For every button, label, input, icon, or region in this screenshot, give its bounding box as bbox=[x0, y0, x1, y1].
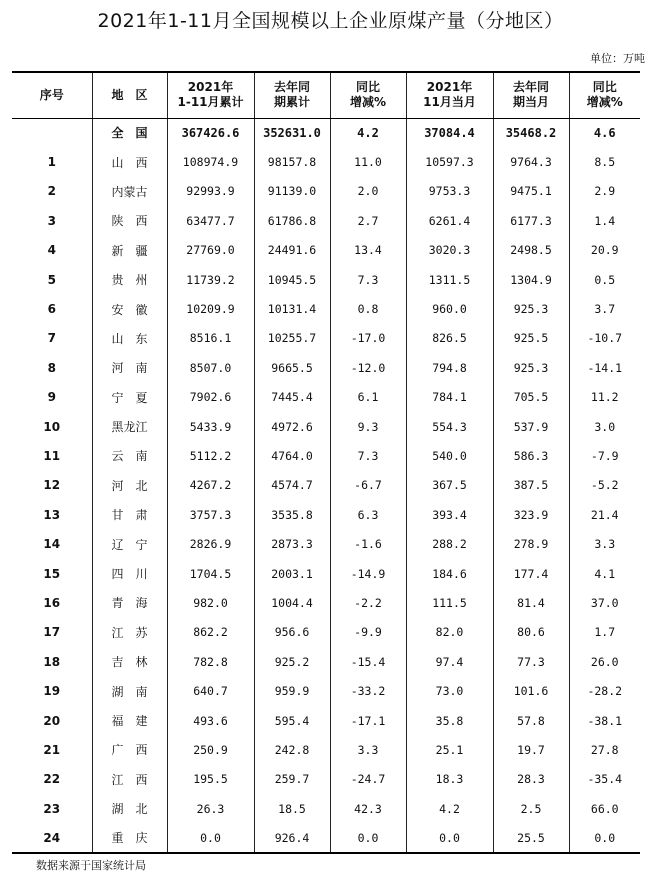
cell-seq: 9 bbox=[47, 390, 56, 405]
cell-month-last-year: 6177.3 bbox=[493, 206, 569, 235]
cell-cumulative-2021: 5112.2 bbox=[167, 441, 254, 470]
cell-month-2021: 794.8 bbox=[406, 353, 493, 382]
cell-seq: 10 bbox=[43, 419, 61, 434]
cell-cumulative-2021: 493.6 bbox=[167, 706, 254, 735]
cell-month-yoy: 1.7 bbox=[569, 618, 640, 647]
cell-cumulative-last-year: 925.2 bbox=[254, 647, 330, 676]
cell-month-last-year: 925.3 bbox=[493, 353, 569, 382]
cell-cumulative-last-year: 926.4 bbox=[254, 823, 330, 852]
cell-seq: 14 bbox=[43, 537, 61, 552]
cell-seq: 20 bbox=[43, 713, 61, 728]
table-row bbox=[12, 529, 640, 558]
cell-month-last-year: 1304.9 bbox=[493, 265, 569, 294]
table-row bbox=[12, 706, 640, 735]
table-row bbox=[12, 559, 640, 588]
cell-cumulative-2021: 92993.9 bbox=[167, 177, 254, 206]
cell-month-yoy: 0.0 bbox=[569, 823, 640, 852]
cell-region: 江 西 bbox=[92, 765, 167, 794]
header-cumulative-2021: 2021年 1-11月累计 bbox=[167, 72, 254, 118]
cell-cumulative-last-year: 595.4 bbox=[254, 706, 330, 735]
cell-cumulative-yoy: 11.0 bbox=[330, 147, 406, 176]
cell-month-yoy: 3.0 bbox=[569, 412, 640, 441]
cell-month-last-year: 25.5 bbox=[493, 823, 569, 852]
cell-month-yoy: 21.4 bbox=[569, 500, 640, 529]
cell-month-last-year: 9475.1 bbox=[493, 177, 569, 206]
cell-month-last-year: 28.3 bbox=[493, 765, 569, 794]
cell-seq: 23 bbox=[43, 801, 61, 816]
cell-cumulative-last-year: 10945.5 bbox=[254, 265, 330, 294]
cell-month-yoy: 8.5 bbox=[569, 147, 640, 176]
cell-month-2021: 1311.5 bbox=[406, 265, 493, 294]
cell-cumulative-last-year: 2873.3 bbox=[254, 529, 330, 558]
cell-region: 江 苏 bbox=[92, 618, 167, 647]
cell-cumulative-yoy: 0.8 bbox=[330, 294, 406, 323]
table-header-row bbox=[12, 72, 640, 118]
header-month-2021: 2021年 11月当月 bbox=[406, 72, 493, 118]
header-cumulative-last-year: 去年同 期累计 bbox=[254, 72, 330, 118]
cell-month-last-year: 81.4 bbox=[493, 588, 569, 617]
cell-cumulative-last-year: 10255.7 bbox=[254, 324, 330, 353]
cell-region: 辽 宁 bbox=[92, 529, 167, 558]
cell-month-2021: 784.1 bbox=[406, 383, 493, 412]
cell-region: 广 西 bbox=[92, 735, 167, 764]
cell-cumulative-yoy: -12.0 bbox=[330, 353, 406, 382]
cell-month-yoy: -5.2 bbox=[569, 471, 640, 500]
cell-cumulative-2021: 2826.9 bbox=[167, 529, 254, 558]
cell-month-2021: 97.4 bbox=[406, 647, 493, 676]
cell-seq: 3 bbox=[47, 213, 56, 228]
cell-month-2021: 18.3 bbox=[406, 765, 493, 794]
cell-cumulative-yoy: -6.7 bbox=[330, 471, 406, 500]
cell-month-last-year: 77.3 bbox=[493, 647, 569, 676]
cell-seq: 24 bbox=[12, 823, 92, 852]
cell-cumulative-yoy: -9.9 bbox=[330, 618, 406, 647]
table-row bbox=[12, 647, 640, 676]
header-month-yoy: 同比 增减% bbox=[569, 72, 640, 118]
cell-month-2021: 554.3 bbox=[406, 412, 493, 441]
cell-month-yoy: 11.2 bbox=[569, 383, 640, 412]
table-row bbox=[12, 441, 640, 470]
cell-seq: 8 bbox=[47, 360, 56, 375]
cell-cumulative-2021: 27769.0 bbox=[167, 236, 254, 265]
cell-cumulative-yoy: -17.0 bbox=[330, 324, 406, 353]
cell-month-yoy: 4.6 bbox=[569, 118, 640, 147]
table-row bbox=[12, 177, 640, 206]
cell-cumulative-last-year: 24491.6 bbox=[254, 236, 330, 265]
cell-month-last-year: 57.8 bbox=[493, 706, 569, 735]
cell-region: 陕 西 bbox=[92, 206, 167, 235]
cell-month-last-year: 80.6 bbox=[493, 618, 569, 647]
cell-region: 安 徽 bbox=[92, 294, 167, 323]
cell-cumulative-2021: 26.3 bbox=[167, 794, 254, 823]
cell-cumulative-2021: 108974.9 bbox=[167, 147, 254, 176]
cell-cumulative-last-year: 4972.6 bbox=[254, 412, 330, 441]
cell-seq: 4 bbox=[47, 243, 56, 258]
unit-label: 单位：万吨 bbox=[590, 52, 645, 65]
cell-seq: 2 bbox=[47, 184, 56, 199]
header-seq: 序号 bbox=[12, 72, 92, 118]
cell-month-2021: 960.0 bbox=[406, 294, 493, 323]
cell-cumulative-yoy: 7.3 bbox=[330, 265, 406, 294]
table-row bbox=[12, 206, 640, 235]
cell-cumulative-last-year: 4574.7 bbox=[254, 471, 330, 500]
table-row bbox=[12, 765, 640, 794]
cell-month-last-year: 9764.3 bbox=[493, 147, 569, 176]
cell-cumulative-2021: 195.5 bbox=[167, 765, 254, 794]
cell-seq: 12 bbox=[43, 478, 61, 493]
table-row bbox=[12, 794, 640, 823]
table-row bbox=[12, 588, 640, 617]
cell-cumulative-2021: 1704.5 bbox=[167, 559, 254, 588]
table-row bbox=[12, 500, 640, 529]
cell-month-2021: 3020.3 bbox=[406, 236, 493, 265]
cell-region: 青 海 bbox=[92, 588, 167, 617]
cell-region: 内蒙古 bbox=[92, 177, 167, 206]
cell-month-yoy: 26.0 bbox=[569, 647, 640, 676]
cell-cumulative-last-year: 1004.4 bbox=[254, 588, 330, 617]
cell-cumulative-yoy: 2.7 bbox=[330, 206, 406, 235]
cell-region: 黑龙江 bbox=[92, 412, 167, 441]
cell-cumulative-last-year: 98157.8 bbox=[254, 147, 330, 176]
cell-seq: 22 bbox=[43, 772, 61, 787]
table-row bbox=[12, 676, 640, 705]
cell-cumulative-2021: 63477.7 bbox=[167, 206, 254, 235]
cell-cumulative-yoy: 7.3 bbox=[330, 441, 406, 470]
cell-region: 福 建 bbox=[92, 706, 167, 735]
cell-seq: 15 bbox=[43, 566, 61, 581]
cell-cumulative-last-year: 4764.0 bbox=[254, 441, 330, 470]
cell-month-last-year: 323.9 bbox=[493, 500, 569, 529]
cell-month-last-year: 35468.2 bbox=[493, 118, 569, 147]
coal-output-table bbox=[12, 71, 640, 854]
cell-region: 全 国 bbox=[92, 118, 167, 147]
cell-region: 河 北 bbox=[92, 471, 167, 500]
cell-month-yoy: 20.9 bbox=[569, 236, 640, 265]
cell-month-yoy: 37.0 bbox=[569, 588, 640, 617]
cell-cumulative-last-year: 91139.0 bbox=[254, 177, 330, 206]
cell-month-last-year: 101.6 bbox=[493, 676, 569, 705]
cell-cumulative-yoy: 6.1 bbox=[330, 383, 406, 412]
cell-month-2021: 10597.3 bbox=[406, 147, 493, 176]
cell-region: 贵 州 bbox=[92, 265, 167, 294]
cell-month-yoy: 4.1 bbox=[569, 559, 640, 588]
cell-cumulative-last-year: 10131.4 bbox=[254, 294, 330, 323]
cell-month-last-year: 2498.5 bbox=[493, 236, 569, 265]
cell-region: 甘 肃 bbox=[92, 500, 167, 529]
table-row bbox=[12, 618, 640, 647]
cell-cumulative-yoy: 0.0 bbox=[330, 823, 406, 852]
cell-seq bbox=[12, 118, 92, 147]
header-month-last-year: 去年同 期当月 bbox=[493, 72, 569, 118]
cell-cumulative-2021: 640.7 bbox=[167, 676, 254, 705]
cell-region: 宁 夏 bbox=[92, 383, 167, 412]
cell-cumulative-2021: 250.9 bbox=[167, 735, 254, 764]
cell-month-2021: 826.5 bbox=[406, 324, 493, 353]
cell-region: 云 南 bbox=[92, 441, 167, 470]
cell-region: 四 川 bbox=[92, 559, 167, 588]
table-row bbox=[12, 353, 640, 382]
cell-month-last-year: 705.5 bbox=[493, 383, 569, 412]
cell-month-yoy: -10.7 bbox=[569, 324, 640, 353]
cell-region: 河 南 bbox=[92, 353, 167, 382]
cell-month-yoy: 1.4 bbox=[569, 206, 640, 235]
cell-cumulative-yoy: 9.3 bbox=[330, 412, 406, 441]
cell-seq: 17 bbox=[43, 625, 61, 640]
table-row bbox=[12, 823, 640, 852]
cell-cumulative-2021: 3757.3 bbox=[167, 500, 254, 529]
cell-cumulative-2021: 5433.9 bbox=[167, 412, 254, 441]
table-row bbox=[12, 471, 640, 500]
cell-cumulative-yoy: -14.9 bbox=[330, 559, 406, 588]
cell-month-2021: 540.0 bbox=[406, 441, 493, 470]
cell-cumulative-2021: 8507.0 bbox=[167, 353, 254, 382]
cell-month-2021: 9753.3 bbox=[406, 177, 493, 206]
cell-month-2021: 37084.4 bbox=[406, 118, 493, 147]
cell-cumulative-last-year: 3535.8 bbox=[254, 500, 330, 529]
cell-seq: 11 bbox=[43, 448, 61, 463]
cell-cumulative-yoy: 42.3 bbox=[330, 794, 406, 823]
cell-month-last-year: 19.7 bbox=[493, 735, 569, 764]
cell-month-2021: 0.0 bbox=[406, 823, 493, 852]
cell-month-yoy: 3.3 bbox=[569, 529, 640, 558]
cell-month-yoy: -14.1 bbox=[569, 353, 640, 382]
cell-cumulative-2021: 367426.6 bbox=[167, 118, 254, 147]
cell-month-yoy: 2.9 bbox=[569, 177, 640, 206]
cell-seq: 5 bbox=[47, 272, 56, 287]
cell-cumulative-last-year: 352631.0 bbox=[254, 118, 330, 147]
cell-seq: 7 bbox=[47, 331, 56, 346]
cell-cumulative-yoy: -15.4 bbox=[330, 647, 406, 676]
header-cumulative-yoy: 同比 增减% bbox=[330, 72, 406, 118]
cell-month-yoy: -7.9 bbox=[569, 441, 640, 470]
cell-cumulative-2021: 8516.1 bbox=[167, 324, 254, 353]
cell-cumulative-last-year: 61786.8 bbox=[254, 206, 330, 235]
cell-month-yoy: -35.4 bbox=[569, 765, 640, 794]
cell-cumulative-yoy: -17.1 bbox=[330, 706, 406, 735]
cell-seq: 16 bbox=[43, 595, 61, 610]
cell-region: 吉 林 bbox=[92, 647, 167, 676]
cell-month-2021: 82.0 bbox=[406, 618, 493, 647]
header-region: 地 区 bbox=[92, 72, 167, 118]
table-row bbox=[12, 735, 640, 764]
cell-month-yoy: 3.7 bbox=[569, 294, 640, 323]
cell-cumulative-2021: 0.0 bbox=[167, 823, 254, 852]
cell-region: 重 庆 bbox=[92, 823, 167, 852]
table-row bbox=[12, 294, 640, 323]
cell-cumulative-yoy: -33.2 bbox=[330, 676, 406, 705]
cell-seq: 21 bbox=[43, 742, 61, 757]
table-row bbox=[12, 236, 640, 265]
cell-cumulative-last-year: 242.8 bbox=[254, 735, 330, 764]
cell-cumulative-2021: 982.0 bbox=[167, 588, 254, 617]
cell-cumulative-2021: 782.8 bbox=[167, 647, 254, 676]
cell-cumulative-yoy: -2.2 bbox=[330, 588, 406, 617]
cell-month-last-year: 925.3 bbox=[493, 294, 569, 323]
cell-month-yoy: 66.0 bbox=[569, 794, 640, 823]
cell-month-2021: 35.8 bbox=[406, 706, 493, 735]
cell-month-2021: 184.6 bbox=[406, 559, 493, 588]
source-note: 数据来源于国家统计局 bbox=[36, 859, 146, 872]
cell-month-last-year: 925.5 bbox=[493, 324, 569, 353]
cell-month-yoy: -28.2 bbox=[569, 676, 640, 705]
cell-cumulative-last-year: 2003.1 bbox=[254, 559, 330, 588]
page-title: 2021年1-11月全国规模以上企业原煤产量（分地区） bbox=[97, 10, 564, 32]
cell-cumulative-yoy: -24.7 bbox=[330, 765, 406, 794]
cell-cumulative-2021: 10209.9 bbox=[167, 294, 254, 323]
table-body bbox=[12, 118, 640, 853]
cell-region: 山 东 bbox=[92, 324, 167, 353]
cell-seq: 6 bbox=[47, 302, 56, 317]
cell-month-last-year: 537.9 bbox=[493, 412, 569, 441]
cell-cumulative-yoy: 4.2 bbox=[330, 118, 406, 147]
cell-region: 山 西 bbox=[92, 147, 167, 176]
cell-month-2021: 111.5 bbox=[406, 588, 493, 617]
cell-month-last-year: 387.5 bbox=[493, 471, 569, 500]
cell-region: 新 疆 bbox=[92, 236, 167, 265]
cell-month-yoy: -38.1 bbox=[569, 706, 640, 735]
cell-month-yoy: 0.5 bbox=[569, 265, 640, 294]
cell-month-last-year: 586.3 bbox=[493, 441, 569, 470]
cell-cumulative-last-year: 259.7 bbox=[254, 765, 330, 794]
table-row-total bbox=[12, 118, 640, 147]
cell-cumulative-last-year: 9665.5 bbox=[254, 353, 330, 382]
cell-cumulative-2021: 7902.6 bbox=[167, 383, 254, 412]
cell-month-2021: 25.1 bbox=[406, 735, 493, 764]
table-row bbox=[12, 265, 640, 294]
cell-region: 湖 北 bbox=[92, 794, 167, 823]
table-row bbox=[12, 383, 640, 412]
cell-seq: 19 bbox=[43, 684, 61, 699]
cell-month-2021: 367.5 bbox=[406, 471, 493, 500]
table-row bbox=[12, 147, 640, 176]
cell-cumulative-yoy: -1.6 bbox=[330, 529, 406, 558]
cell-month-2021: 73.0 bbox=[406, 676, 493, 705]
cell-region: 湖 南 bbox=[92, 676, 167, 705]
cell-seq: 18 bbox=[43, 654, 61, 669]
cell-cumulative-last-year: 956.6 bbox=[254, 618, 330, 647]
cell-cumulative-yoy: 2.0 bbox=[330, 177, 406, 206]
cell-cumulative-yoy: 3.3 bbox=[330, 735, 406, 764]
table-row bbox=[12, 324, 640, 353]
cell-month-yoy: 27.8 bbox=[569, 735, 640, 764]
cell-cumulative-last-year: 7445.4 bbox=[254, 383, 330, 412]
cell-month-2021: 6261.4 bbox=[406, 206, 493, 235]
cell-cumulative-yoy: 13.4 bbox=[330, 236, 406, 265]
cell-seq: 1 bbox=[47, 155, 56, 170]
cell-month-last-year: 177.4 bbox=[493, 559, 569, 588]
cell-cumulative-last-year: 18.5 bbox=[254, 794, 330, 823]
cell-seq: 13 bbox=[43, 507, 61, 522]
cell-cumulative-yoy: 6.3 bbox=[330, 500, 406, 529]
cell-month-2021: 4.2 bbox=[406, 794, 493, 823]
cell-month-last-year: 278.9 bbox=[493, 529, 569, 558]
cell-cumulative-last-year: 959.9 bbox=[254, 676, 330, 705]
cell-month-2021: 393.4 bbox=[406, 500, 493, 529]
cell-month-2021: 288.2 bbox=[406, 529, 493, 558]
table-row bbox=[12, 412, 640, 441]
cell-month-last-year: 2.5 bbox=[493, 794, 569, 823]
cell-cumulative-2021: 11739.2 bbox=[167, 265, 254, 294]
cell-cumulative-2021: 4267.2 bbox=[167, 471, 254, 500]
cell-cumulative-2021: 862.2 bbox=[167, 618, 254, 647]
